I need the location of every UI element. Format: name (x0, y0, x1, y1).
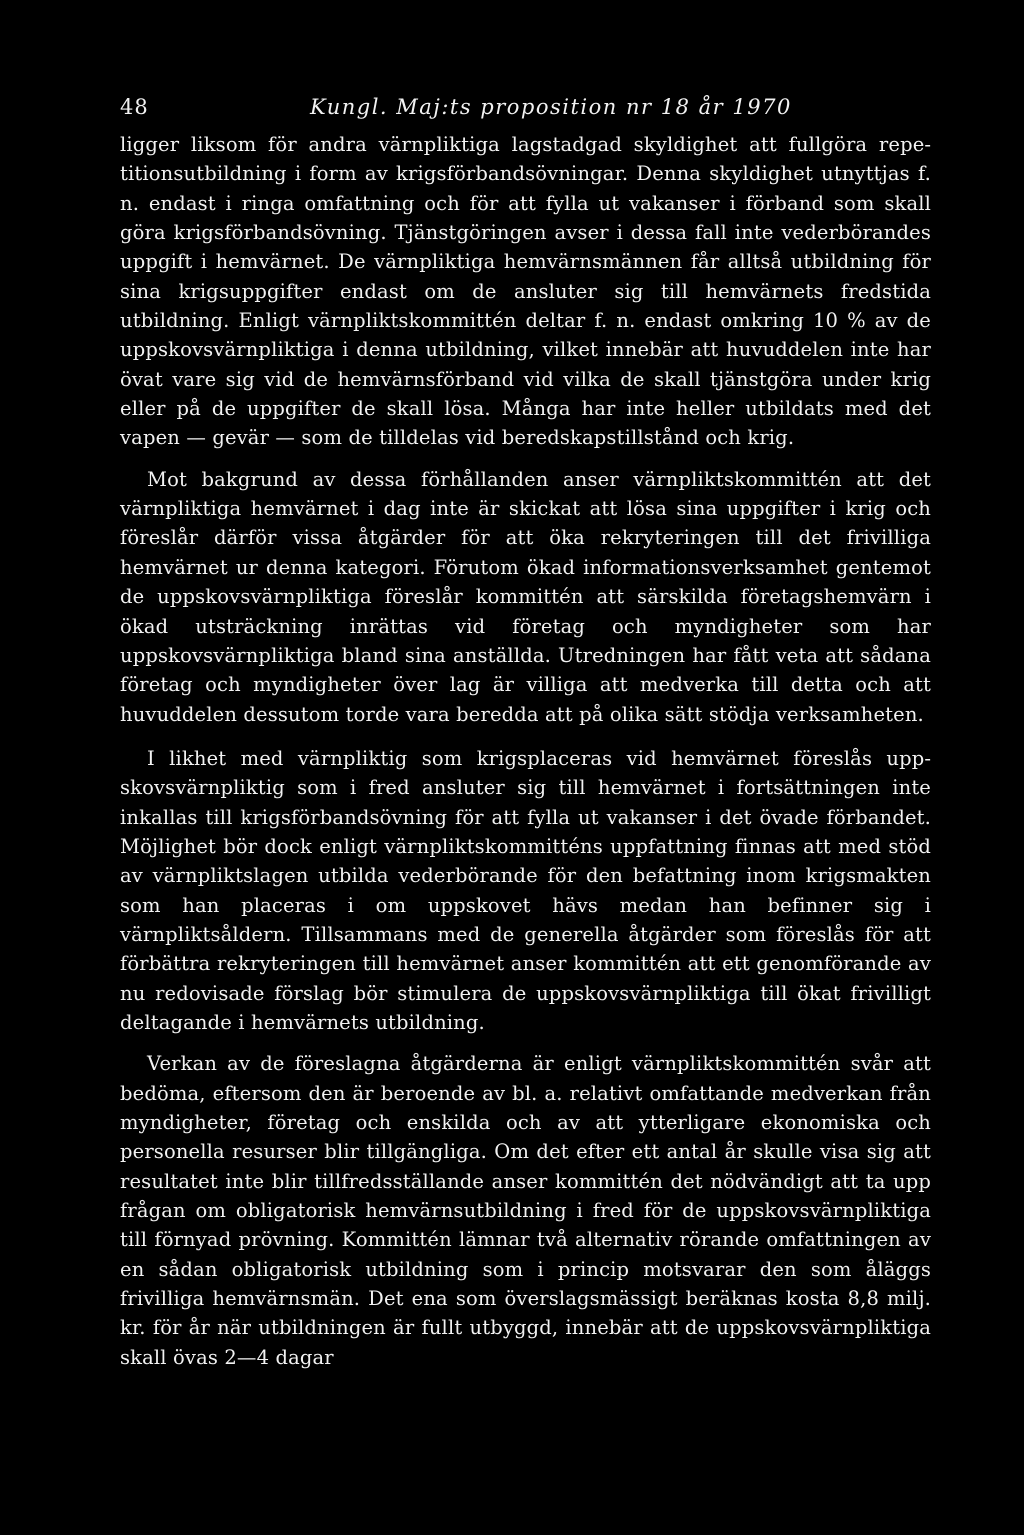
page-header (120, 93, 930, 121)
running-title: Kungl. Maj:ts proposition nr 18 år 1970 (310, 95, 792, 119)
paragraph: Verkan av de föreslagna åtgärderna är enligt värnpliktskommittén svår att bedöma, eftersom den är beroende av bl. a. relativt omfattande medverkan från myndigheter, företag och enskilda och av att ytterligare ekonomiska och personella resurser blir tillgängliga. Om det efter ett antal år skulle visa sig att resultatet inte blir tillfredsställande anser kommittén det nödvändigt att ta upp frågan om obligatorisk hemvärnsutbildning i fred för de uppskovsvärnpliktiga till förnyad prövning. Kommittén lämnar två alternativ rörande omfattningen av en sådan obligatorisk utbildning som i princip motsvarar den som åläggs frivilliga hemvärnsmän. Det ena som överslagsmässigt beräknas kosta 8,8 milj. kr. för år när utbildningen är fullt utbyggd, innebär att de uppskovsvärnpliktiga skall övas 2—4 dagar (120, 1052, 931, 1369)
paragraph-continued: ligger liksom för andra värnpliktiga lagstadgad skyldighet att fullgöra repetitionsutbildning i form av krigsförbandsövningar. Denna skyldighet utnyttjas f. n. endast i ringa omfattning och för att fylla ut vakanser i förband som skall göra krigsförbandsövning. Tjänstgöringen avser i dessa fall inte vederbörandes uppgift i hemvärnet. De värnpliktiga hemvärnsmännen får alltså utbildning för sina krigsuppgifter endast om de ansluter sig till hemvärnets fredstida utbildning. Enligt värnpliktskommittén deltar f. n. endast omkring 10 % av de uppskovsvärnpliktiga i denna utbildning, vilket innebär att huvuddelen inte har övat vare sig vid de hemvärnsförband vid vilka de skall tjänstgöra under krig eller på de uppgifter de skall lösa. Många har inte heller utbildats med det vapen — gevär — som de tilldelas vid beredskapstillstånd och krig. (120, 133, 931, 450)
paragraph: Mot bakgrund av dessa förhållanden anser värnpliktskommittén att det värnpliktiga hemvärnet i dag inte är skickat att lösa sina uppgifter i krig och föreslår därför vissa åtgärder för att öka rekryteringen till det frivilliga hemvärnet ur denna kategori. Förutom ökad informationsverksamhet gentemot de uppskovsvärnpliktiga föreslår kommittén att särskilda företagshemvärn i ökad utsträckning inrättas vid företag och myndigheter som har uppskovsvärnpliktiga bland sina anställda. Utredningen har fått veta att sådana företag och myndigheter över lag är villiga att medverka till detta och att huvuddelen dessutom torde vara beredda att på olika sätt stödja verksamheten. (120, 467, 931, 726)
paragraph: I likhet med värnpliktig som krigsplaceras vid hemvärnet föreslås uppskovsvärnpliktig som i fred ansluter sig till hemvärnet i fortsättningen inte inkallas till krigsförbandsövning för att fylla ut vakanser i det övade förbandet. Möjlighet bör dock enligt värnpliktskommitténs uppfattning finnas att med stöd av värnpliktslagen utbilda vederbörande för den befattning inom krigsmakten som han placeras i om uppskovet hävs medan han befinner sig i värnpliktsåldern. Tillsammans med de generella åtgärder som föreslås för att förbättra rekryteringen till hemvärnet anser kommittén att ett genomförande av nu redovisade förslag bör stimulera de uppskovsvärnpliktiga till ökat frivilligt deltagande i hemvärnets utbildning. (120, 746, 931, 1034)
page-number: 48 (120, 95, 149, 119)
body-text (120, 130, 931, 1372)
